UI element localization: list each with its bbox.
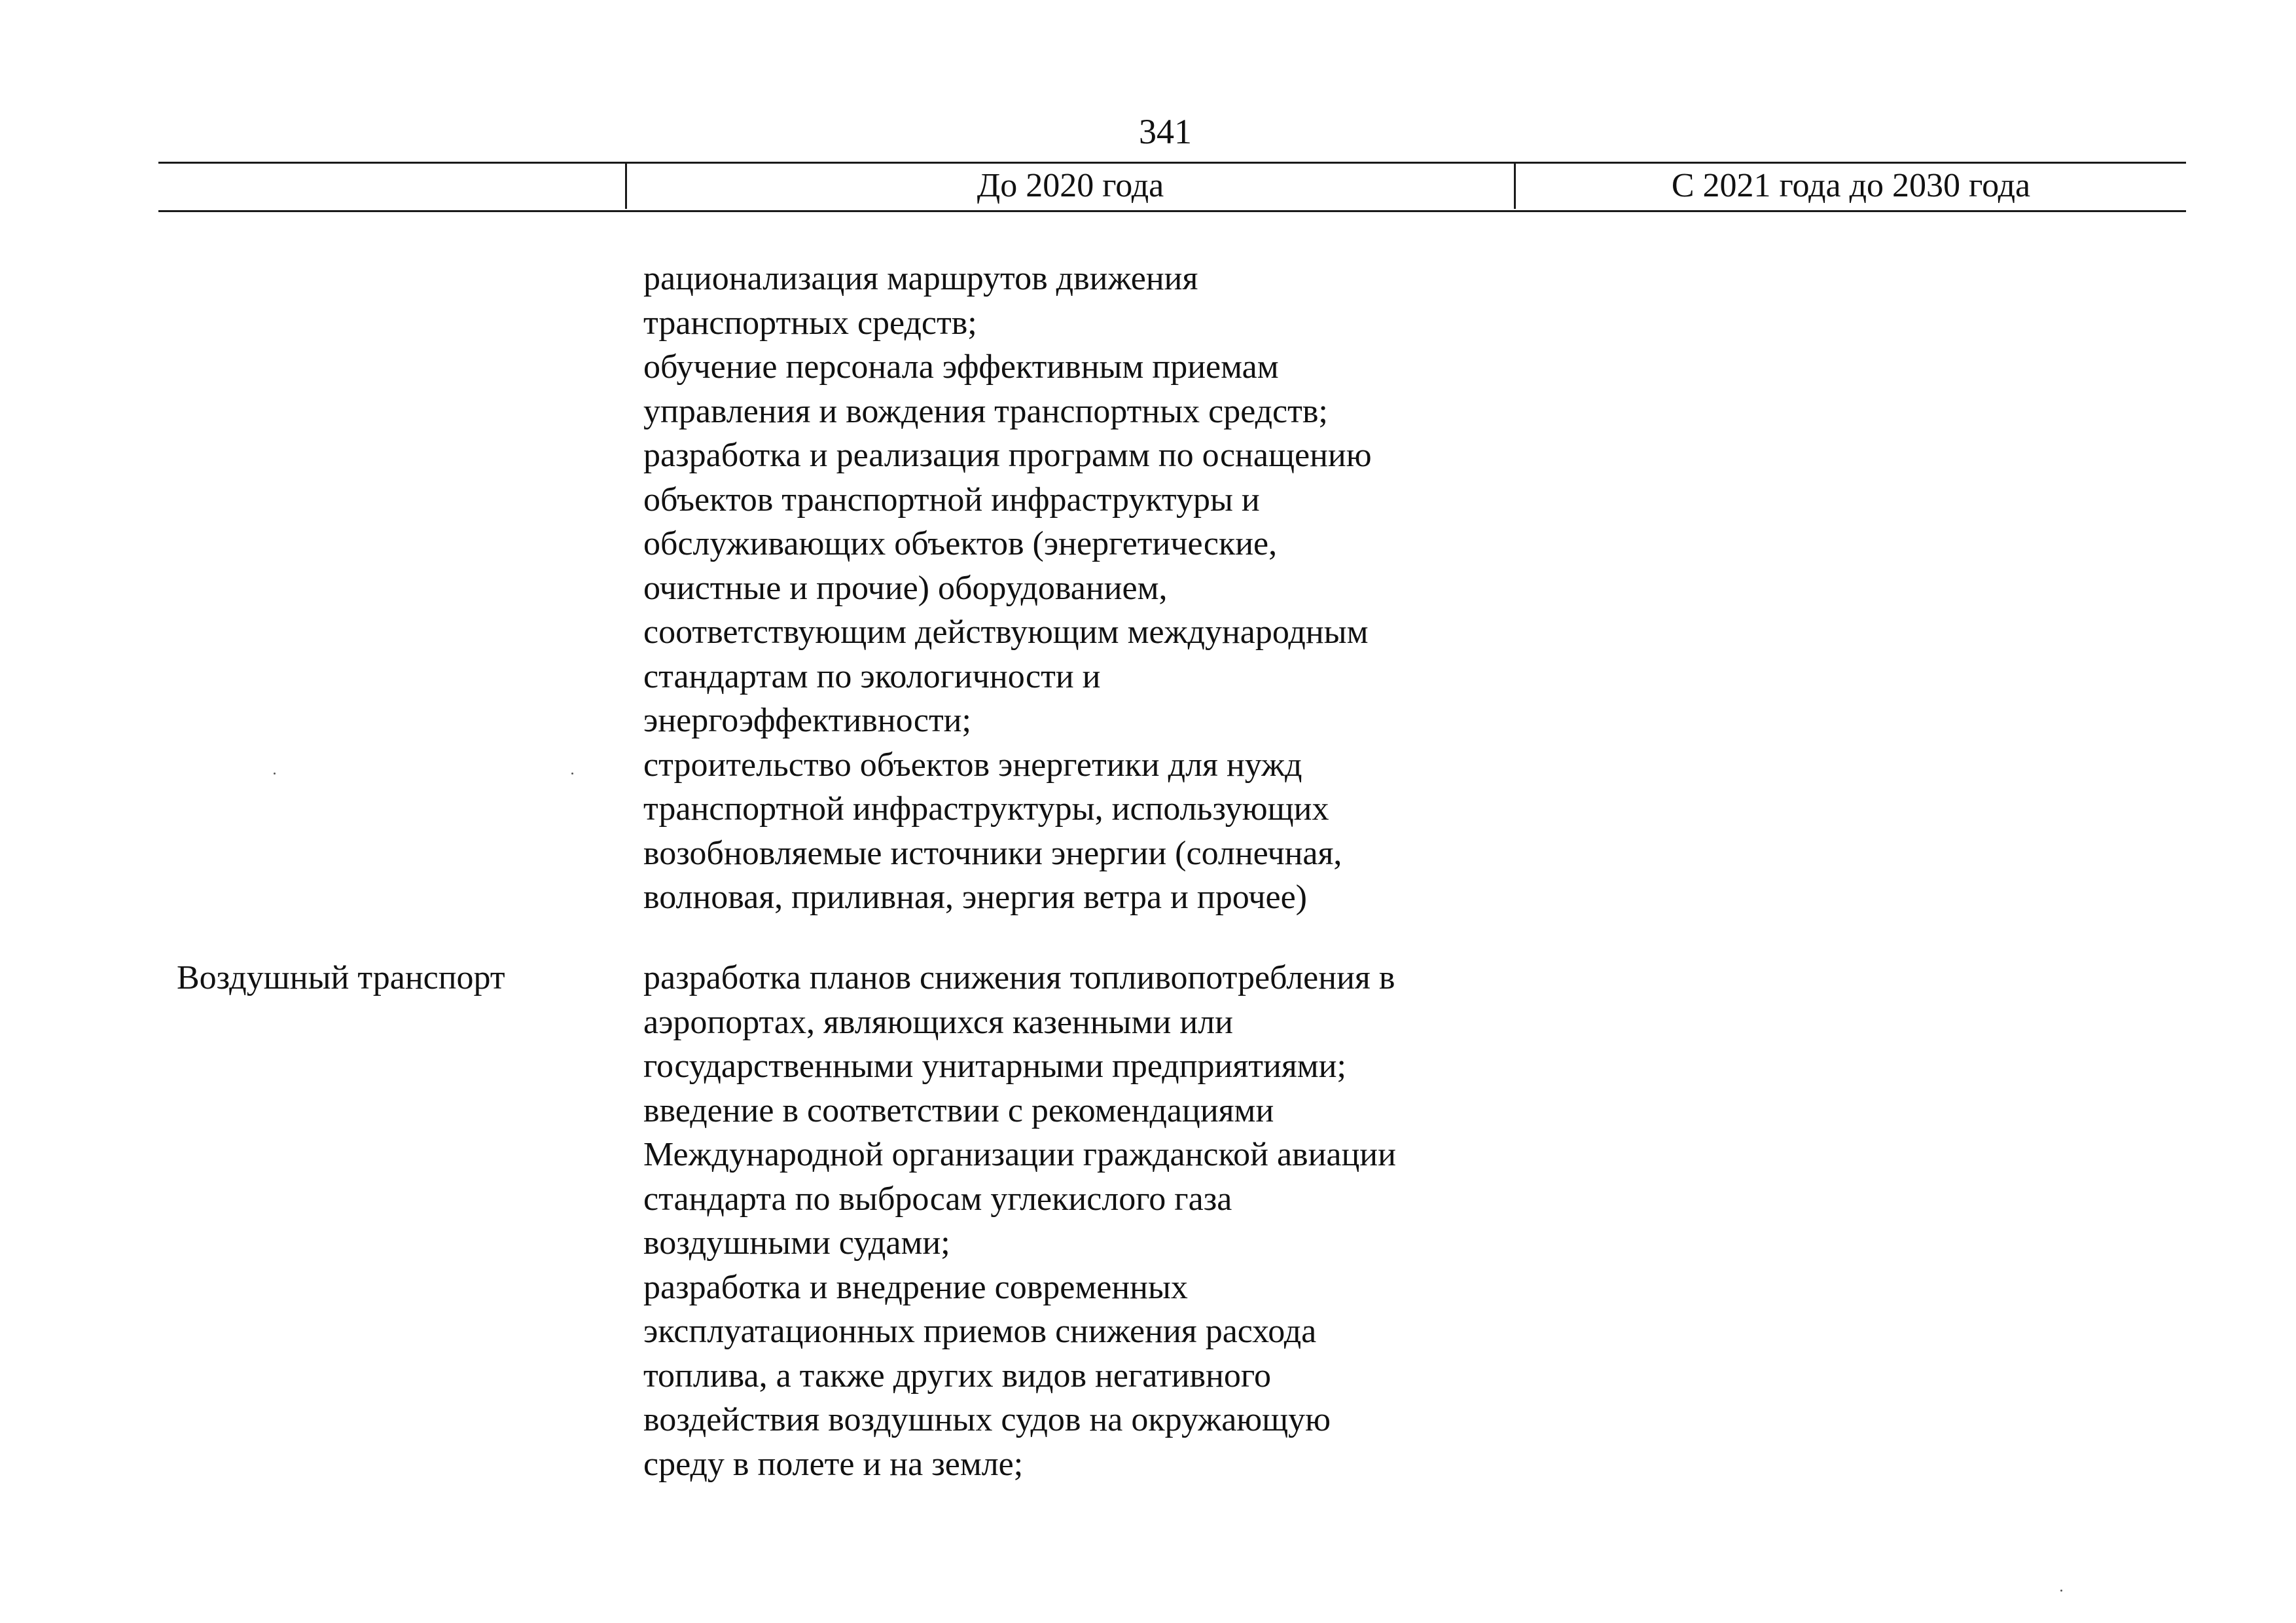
text-line: топлива, а также других видов негативного [643, 1357, 1271, 1395]
text-line: транспортных средств; [643, 304, 977, 342]
text-line: транспортной инфраструктуры, использующих [643, 790, 1329, 828]
page-number: 341 [1139, 112, 1192, 151]
text-line: управления и вождения транспортных средств; [643, 392, 1328, 430]
text-line: разработка планов снижения топливопотребления в [643, 959, 1395, 996]
text-line: возобновляемые источники энергии (солнечная, [643, 834, 1342, 872]
text-line: воздушными судами; [643, 1224, 950, 1262]
text-line: Международной организации гражданской авиации [643, 1136, 1396, 1173]
column-header-2021-2030: С 2021 года до 2030 года [1671, 167, 2031, 204]
text-line: разработка и реализация программ по оснащению [643, 437, 1372, 474]
text-line: волновая, приливная, энергия ветра и прочее) [643, 879, 1307, 916]
scan-speck [2060, 1590, 2062, 1592]
text-line: обслуживающих объектов (энергетические, [643, 525, 1278, 562]
scan-speck [571, 773, 573, 775]
text-line: соответствующим действующим международным [643, 613, 1369, 651]
text-line: разработка и внедрение современных [643, 1268, 1188, 1306]
text-line: рационализация маршрутов движения [643, 260, 1198, 297]
text-line: очистные и прочие) оборудованием, [643, 569, 1168, 607]
column-header-until-2020: До 2020 года [977, 167, 1164, 204]
text-line: стандарта по выбросам углекислого газа [643, 1180, 1232, 1218]
row-label-air-transport: Воздушный транспорт [177, 959, 505, 996]
air-transport-measures [643, 956, 1560, 1486]
text-line: аэропортах, являющихся казенными или [643, 1003, 1233, 1041]
text-line: строительство объектов энергетики для нужд [643, 746, 1302, 784]
text-line: объектов транспортной инфраструктуры и [643, 481, 1260, 519]
continuation-measures [643, 257, 1560, 920]
text-line: государственными унитарными предприятиями; [643, 1048, 1346, 1085]
table-header-bottom-rule [158, 210, 2186, 212]
text-line: среду в полете и на земле; [643, 1445, 1024, 1483]
text-line: обучение персонала эффективным приемам [643, 348, 1279, 386]
text-line: эксплуатационных приемов снижения расхода [643, 1313, 1317, 1350]
text-line: воздействия воздушных судов на окружающую [643, 1401, 1331, 1438]
scan-speck [274, 773, 276, 775]
table-top-rule [158, 162, 2186, 164]
text-line: энергоэффективности; [643, 702, 971, 739]
text-line: стандартам по экологичности и [643, 657, 1101, 695]
text-line: введение в соответствии с рекомендациями [643, 1091, 1274, 1129]
